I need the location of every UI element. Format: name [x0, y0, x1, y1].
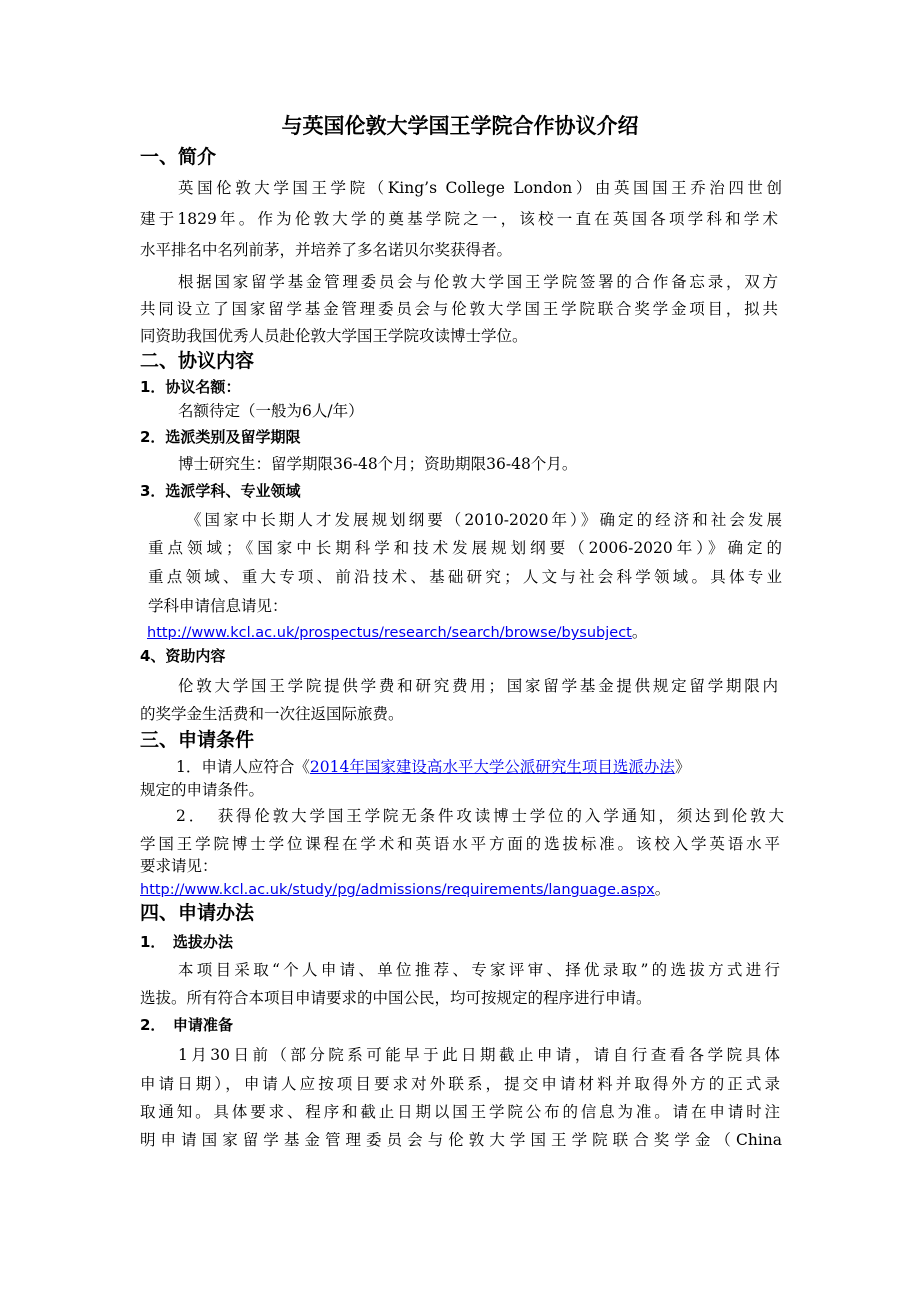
paragraph-line: 博士研究生：留学期限36-48个月；资助期限36-48个月。	[178, 455, 578, 473]
kcl-subject-link[interactable]: http://www.kcl.ac.uk/prospectus/research/search/browse/bysubject	[147, 625, 632, 641]
paragraph-line: 建于1829年。作为伦敦大学的奠基学院之一，该校一直在英国各项学科和学术	[140, 210, 778, 228]
paragraph-line: 重点领域、重大专项、前沿技术、基础研究；人文与社会科学领域。具体专业	[148, 568, 782, 586]
section-heading-agreement: 二、协议内容	[140, 350, 255, 372]
paragraph-line: 学国王学院博士学位课程在学术和英语水平方面的选拔标准。该校入学英语水平	[140, 835, 780, 853]
punctuation: 。	[631, 623, 648, 641]
paragraph-line: 同资助我国优秀人员赴伦敦大学国王学院攻读博士学位。	[140, 327, 528, 345]
paragraph-line: 水平排名中名列前茅，并培养了多名诺贝尔奖获得者。	[140, 241, 513, 259]
subheading: 1． 选拔办法	[140, 933, 233, 951]
paragraph-line: 2． 获得伦敦大学国王学院无条件攻读博士学位的入学通知，须达到伦敦大	[176, 807, 784, 825]
section-heading-application: 四、申请办法	[140, 902, 255, 924]
paragraph-line: 规定的申请条件。	[140, 781, 265, 799]
paragraph-line: 本项目采取“个人申请、单位推荐、专家评审、择优录取”的选拔方式进行	[178, 961, 780, 979]
paragraph-line: 1月30日前（部分院系可能早于此日期截止申请，请自行查看各学院具体	[178, 1046, 780, 1064]
paragraph-line: 根据国家留学基金管理委员会与伦敦大学国王学院签署的合作备忘录，双方	[178, 273, 778, 291]
subheading: 3．选派学科、专业领域	[140, 482, 301, 500]
paragraph-line: 要求请见：	[140, 857, 218, 875]
subheading: 2．选派类别及留学期限	[140, 428, 301, 446]
paragraph-line: 重点领域；《国家中长期科学和技术发展规划纲要（2006-2020年）》确定的	[148, 539, 782, 557]
paragraph-line: 的奖学金生活费和一次往返国际旅费。	[140, 705, 404, 723]
paragraph-line: 英国伦敦大学国王学院（King’s College London）由英国国王乔治四世创	[178, 179, 782, 197]
subheading: 4、资助内容	[140, 647, 226, 665]
section-heading-requirements: 三、申请条件	[140, 729, 255, 751]
section-heading-intro: 一、简介	[140, 146, 217, 168]
paragraph-line: 学科申请信息请见：	[148, 597, 288, 615]
paragraph-line: 共同设立了国家留学基金管理委员会与伦敦大学国王学院联合奖学金项目，拟共	[140, 300, 778, 318]
document-title: 与英国伦敦大学国王学院合作协议介绍	[281, 114, 639, 138]
paragraph-line: 申请日期），申请人应按项目要求对外联系，提交申请材料并取得外方的正式录	[140, 1075, 780, 1093]
selection-rules-link[interactable]: 2014年国家建设高水平大学公派研究生项目选派办法	[309, 758, 675, 776]
paragraph-line: 名额待定（一般为6人/年）	[178, 402, 364, 420]
kcl-language-link[interactable]: http://www.kcl.ac.uk/study/pg/admissions/requirements/language.aspx	[140, 882, 655, 898]
subheading: 2． 申请准备	[140, 1016, 233, 1034]
paragraph-line: 明申请国家留学基金管理委员会与伦敦大学国王学院联合奖学金（China	[140, 1131, 782, 1149]
paragraph-line: 《国家中长期人才发展规划纲要（2010-2020年）》确定的经济和社会发展	[186, 511, 782, 529]
paragraph-line: 伦敦大学国王学院提供学费和研究费用；国家留学基金提供规定留学期限内	[178, 677, 778, 695]
punctuation: 。	[654, 880, 671, 898]
paragraph-line: 选拔。所有符合本项目申请要求的中国公民，均可按规定的程序进行申请。	[140, 989, 652, 1007]
paragraph-text: 1．申请人应符合《	[176, 758, 310, 776]
paragraph-line: 取通知。具体要求、程序和截止日期以国王学院公布的信息为准。请在申请时注	[140, 1103, 780, 1121]
punctuation: 》	[674, 758, 691, 776]
subheading: 1．协议名额：	[140, 378, 241, 396]
